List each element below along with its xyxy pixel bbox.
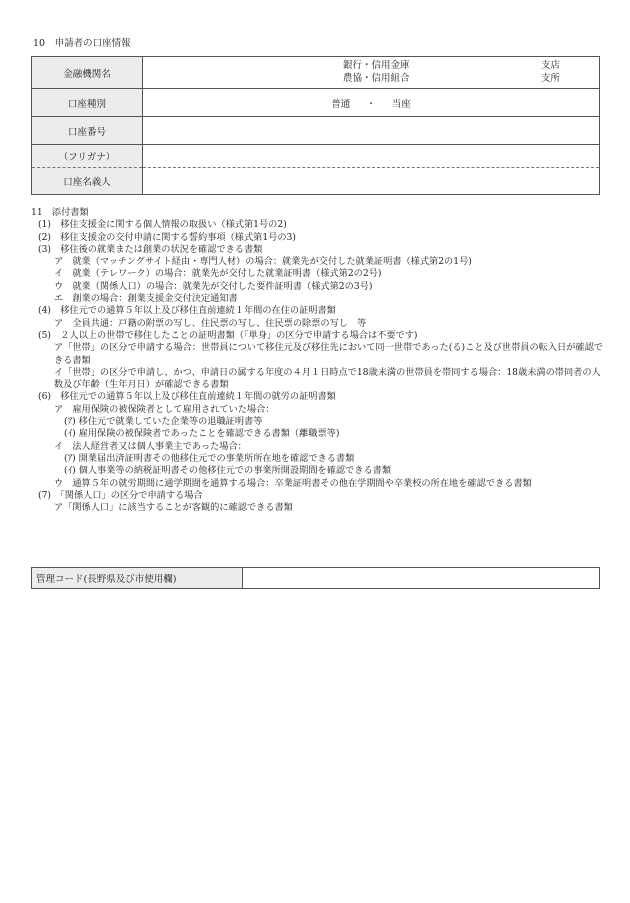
institution-type-coop: 農協・信用組合	[343, 73, 410, 84]
attach-item-3u: ウ 就業（関係人口）の場合：就業先が交付した要件証明書（様式第2の3号)	[54, 280, 373, 292]
attach-item-7: (7) 「関係人口」の区分で申請する場合	[38, 489, 203, 501]
attach-item-6a: ア 雇用保険の被保険者として雇用されていた場合：	[54, 403, 275, 415]
attach-item-4: (4) 移住元での通算５年以上及び移住直前連続１年間の在住の証明書類	[38, 305, 336, 317]
attach-item-6i: イ 法人経営者又は個人事業主であった場合：	[54, 440, 247, 452]
account-number-field[interactable]	[143, 117, 600, 145]
attach-item-6i-1: (ｱ) 開業届出済証明書その他移住元での事業所所在地を確認できる書類	[64, 452, 355, 464]
attach-item-4a: ア 全員共通：戸籍の附票の写し、住民票の写し、住民票の除票の写し 等	[54, 317, 367, 329]
account-type-field[interactable]	[143, 89, 600, 117]
management-code-field[interactable]	[243, 568, 600, 589]
branch-label-shisho: 支所	[541, 73, 561, 84]
attach-item-5i: イ「世帯」の区分で申請し、かつ、申請日の属する年度の４月１日時点で18歳未満の世帯員を帯同する場合：18歳未満の帯同者の人数及び年齢（生年月日）が確認できる書類	[54, 366, 601, 391]
attach-item-6i-2: (ｲ) 個人事業等の納税証明書その他移住元での事業所開設期間を確認できる書類	[64, 465, 392, 477]
account-type-separator: ・	[366, 98, 376, 110]
institution-type-bank: 銀行・信用金庫	[343, 60, 410, 71]
account-type-current[interactable]: 当座	[391, 98, 411, 110]
attach-item-7a: ア「関係人口」に該当することが客観的に確認できる書類	[54, 502, 293, 514]
section-10-title: 10 申請者の口座情報	[33, 38, 131, 49]
attach-item-6u: ウ 通算５年の就労期間に通学期間を通算する場合：卒業証明書その他在学期間や卒業校の所在地を確認できる書類	[54, 477, 532, 489]
attach-item-3i: イ 就業（テレワーク）の場合：就業先が交付した就業証明書（様式第2の2号)	[54, 268, 382, 280]
management-code-label: 管理コード(長野県及び市使用欄)	[32, 568, 243, 589]
attach-item-3: (3) 移住後の就業または創業の状況を確認できる書類	[38, 243, 263, 255]
attach-item-1: (1) 移住支援金に関する個人情報の取扱い（様式第1号の2)	[38, 219, 287, 231]
branch-label-shiten: 支店	[541, 60, 561, 71]
attach-item-5: (5) ２人以上の世帯で移住したことの証明書類（「単身」の区分で申請する場合は不要です)	[38, 329, 418, 341]
account-holder-label: 口座名義人	[32, 168, 143, 195]
account-type-ordinary[interactable]: 普通	[331, 98, 351, 110]
account-holder-field[interactable]	[143, 168, 600, 195]
attach-item-6a-2: (ｲ) 雇用保険の被保険者であったことを確認できる書類（離職票等)	[64, 428, 340, 440]
account-number-label: 口座番号	[32, 117, 143, 145]
institution-field[interactable]	[143, 57, 600, 89]
attach-item-2: (2) 移住支援金の交付申請に関する誓約事項（様式第1号の3)	[38, 231, 296, 243]
furigana-field[interactable]	[143, 145, 600, 168]
attach-item-6a-1: (ｱ) 移住元で就業していた企業等の退職証明書等	[64, 416, 263, 428]
section-11-title: 11 添付書類	[31, 207, 89, 218]
bank-account-table	[31, 56, 600, 195]
account-type-label: 口座種別	[32, 89, 143, 117]
attach-item-3a: ア 就業（マッチングサイト経由・専門人材）の場合：就業先が交付した就業証明書（様式第2の1号)	[54, 256, 472, 268]
attach-item-5a: ア「世帯」の区分で申請する場合：世帯員について移住元及び移住先において同一世帯であった(る)こと及び世帯員の転入日が確認できる書類	[54, 342, 603, 366]
management-code-table	[31, 567, 600, 589]
attach-item-6: (6) 移住元での通算５年以上及び移住直前連続１年間の就労の証明書類	[38, 391, 336, 403]
attach-item-3e: エ 創業の場合：創業支援金交付決定通知書	[54, 293, 238, 305]
attachments-section	[31, 207, 606, 514]
institution-label: 金融機関名	[32, 57, 143, 89]
furigana-label: （フリガナ）	[32, 145, 143, 168]
